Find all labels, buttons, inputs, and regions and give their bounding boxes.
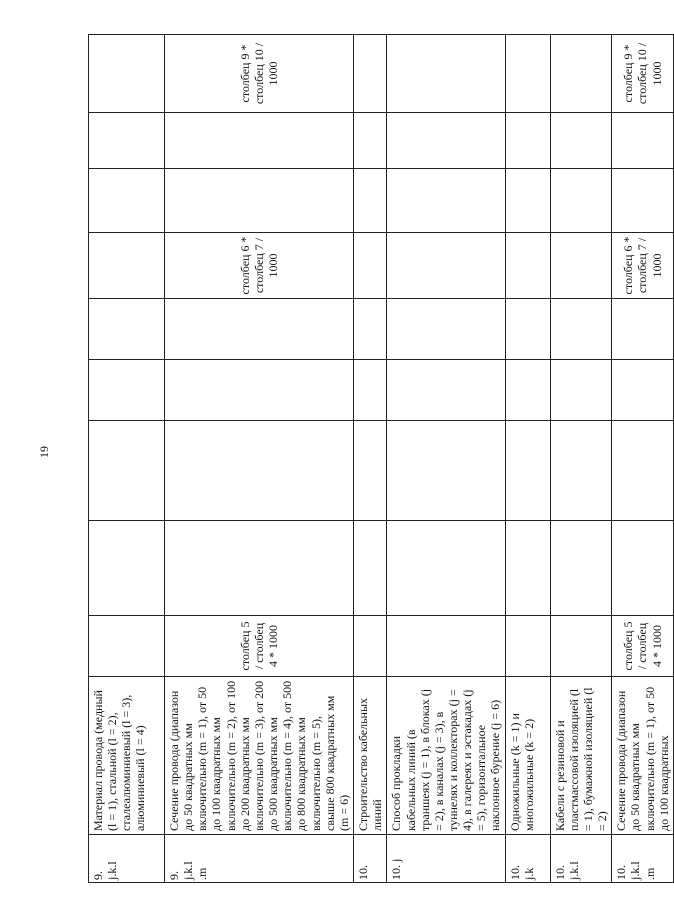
empty-cell <box>505 299 550 360</box>
formula-cell-col11: столбец 9 * столбец 10 / 1000 <box>612 35 674 113</box>
empty-cell <box>387 299 505 360</box>
empty-cell <box>387 169 505 233</box>
formula-cell-col5: столбец 5 / столбец 4 * 1000 <box>612 616 674 677</box>
row-number-cell: 10. j.k <box>505 835 550 883</box>
formula-cell-col5 <box>505 616 550 677</box>
empty-cell <box>165 169 354 233</box>
formula-cell-col11 <box>89 35 165 113</box>
formula-cell-col11 <box>550 35 612 113</box>
formula-cell-col5 <box>550 616 612 677</box>
empty-cell <box>550 360 612 421</box>
empty-cell <box>89 521 165 616</box>
formula-cell-col8: столбец 6 * столбец 7 / 1000 <box>165 233 354 299</box>
empty-cell <box>612 113 674 169</box>
formula-cell-col5: столбец 5 / столбец 4 * 1000 <box>165 616 354 677</box>
empty-cell <box>505 521 550 616</box>
empty-cell <box>612 421 674 521</box>
page-number: 19 <box>37 446 51 458</box>
row-number-cell: 10. <box>354 835 387 883</box>
formula-cell-col5 <box>89 616 165 677</box>
rotated-table-container <box>88 23 671 883</box>
empty-cell <box>354 169 387 233</box>
empty-cell <box>505 360 550 421</box>
table-row <box>550 35 612 883</box>
empty-cell <box>612 360 674 421</box>
empty-cell <box>387 113 505 169</box>
empty-cell <box>165 421 354 521</box>
formula-cell-col11: столбец 9 * столбец 10 / 1000 <box>165 35 354 113</box>
formula-cell-col11 <box>387 35 505 113</box>
empty-cell <box>505 113 550 169</box>
empty-cell <box>612 521 674 616</box>
empty-cell <box>354 421 387 521</box>
formula-cell-col5 <box>387 616 505 677</box>
empty-cell <box>387 421 505 521</box>
formula-cell-col8 <box>89 233 165 299</box>
formula-cell-col8 <box>550 233 612 299</box>
empty-cell <box>387 521 505 616</box>
empty-cell <box>505 169 550 233</box>
formula-cell-col11 <box>354 35 387 113</box>
empty-cell <box>89 299 165 360</box>
table-row <box>505 35 550 883</box>
empty-cell <box>165 113 354 169</box>
row-number-cell: 9. j.k.l <box>89 835 165 883</box>
empty-cell <box>550 521 612 616</box>
formula-cell-col8: столбец 6 * столбец 7 / 1000 <box>612 233 674 299</box>
row-number-cell: 9. j.k.l .m <box>165 835 354 883</box>
description-cell: Одножильные (k = 1) и многожильные (k = 2) <box>505 677 550 835</box>
description-cell: Материал провода (медный (l = 1), стальной (l = 2), сталеалюминиевый (l = 3), алюминиевый (l = 4) <box>89 677 165 835</box>
empty-cell <box>354 299 387 360</box>
empty-cell <box>165 521 354 616</box>
empty-cell <box>354 521 387 616</box>
table-row <box>354 35 387 883</box>
description-cell: Кабели с резиновой и пластмассовой изоляцией (l = 1), бумажной изоляцией (l = 2) <box>550 677 612 835</box>
empty-cell <box>165 360 354 421</box>
empty-cell <box>550 421 612 521</box>
description-cell: Строительство кабельных линий <box>354 677 387 835</box>
table-row <box>165 35 354 883</box>
empty-cell <box>89 169 165 233</box>
empty-cell <box>354 360 387 421</box>
formula-cell-col8 <box>387 233 505 299</box>
empty-cell <box>612 169 674 233</box>
formula-cell-col8 <box>354 233 387 299</box>
description-cell: Способ прокладки кабельных линий (в траншеях (j = 1), в блоках (j = 2), в каналах (j = 3), в туннелях и коллекторах (j = 4), в галереях и эстакадах (j = 5), горизонтальное наклонное бурение (j = 6) <box>387 677 505 835</box>
table-row <box>89 35 165 883</box>
table-row <box>387 35 505 883</box>
description-cell: Сечение провода (диапазон до 50 квадратных мм включительно (m = 1), от 50 до 100 квадратных мм включительно (m = 2), от 100 до 200 квадратных мм включительно (m = 3), от 200 до 500 квадратных мм включительно (m = 4), от 500 до 800 квадратных мм включительно (m = 5), свыше 800 квадратных мм (m = 6) <box>165 677 354 835</box>
formula-cell-col11 <box>505 35 550 113</box>
cost-table <box>88 34 674 883</box>
empty-cell <box>165 299 354 360</box>
empty-cell <box>354 113 387 169</box>
row-number-cell: 10. j.k.l <box>550 835 612 883</box>
description-cell: Сечение провода (диапазон до 50 квадратных мм включительно (m = 1), от 50 до 100 квадратных <box>612 677 674 835</box>
empty-cell <box>550 169 612 233</box>
formula-cell-col8 <box>505 233 550 299</box>
empty-cell <box>505 421 550 521</box>
formula-cell-col5 <box>354 616 387 677</box>
empty-cell <box>89 360 165 421</box>
table-row <box>612 35 674 883</box>
empty-cell <box>89 113 165 169</box>
empty-cell <box>550 113 612 169</box>
empty-cell <box>89 421 165 521</box>
empty-cell <box>550 299 612 360</box>
row-number-cell: 10. j <box>387 835 505 883</box>
empty-cell <box>387 360 505 421</box>
row-number-cell: 10. j.k.l .m <box>612 835 674 883</box>
empty-cell <box>612 299 674 360</box>
